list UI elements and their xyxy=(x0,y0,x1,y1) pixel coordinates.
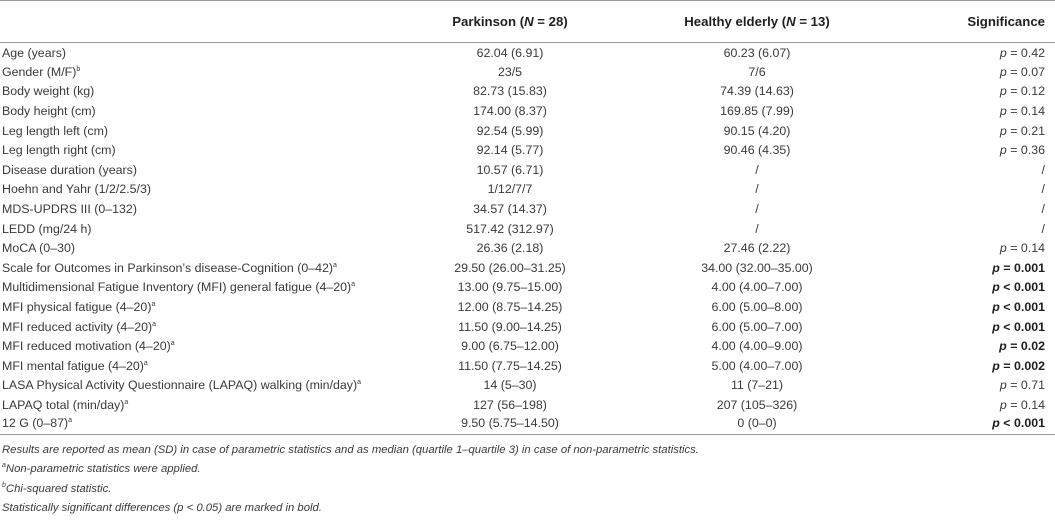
healthy-value: 6.00 (5.00–8.00) xyxy=(711,300,803,315)
row-label: Leg length left (cm) xyxy=(2,123,109,138)
footnote-a: $^a$Non-parametric statistics were applied. xyxy=(2,462,201,476)
table-row xyxy=(0,62,1055,82)
table-row xyxy=(0,395,1055,415)
table-row xyxy=(0,356,1055,376)
healthy-value: 60.23 (6.07) xyxy=(723,45,791,60)
footnote-marker: a xyxy=(170,340,175,348)
healthy-value: 74.39 (14.63) xyxy=(720,84,794,99)
parkinson-value: 9.00 (6.75–12.00) xyxy=(461,339,559,354)
footnote-b: $^b$Chi-squared statistic. xyxy=(2,482,112,495)
healthy-value: 4.00 (4.00–7.00) xyxy=(711,280,803,295)
footnote-marker: a xyxy=(152,320,157,328)
table-row xyxy=(0,180,1055,200)
table-row xyxy=(0,140,1055,160)
healthy-value: 11 (7–21) xyxy=(730,378,784,393)
row-label: MFI physical fatigue $(4-20)^a$ xyxy=(2,300,156,315)
header-significance: Significance xyxy=(896,1,1055,43)
significance-value: p < 0.001 xyxy=(992,319,1045,334)
parkinson-value: 13.00 (9.75–15.00) xyxy=(457,280,563,295)
footnote-marker: a xyxy=(68,416,73,424)
parkinson-value: 29.50 (26.00–31.25) xyxy=(454,260,566,275)
significance-value: p = 0.001 xyxy=(992,260,1045,275)
footnote-marker: a xyxy=(351,281,356,289)
footnote-marker: a xyxy=(124,398,129,406)
footnote-marker: a xyxy=(151,300,156,308)
table-row xyxy=(0,297,1055,317)
table-row xyxy=(0,82,1055,102)
header-empty xyxy=(0,1,402,43)
row-label: Multidimensional Fatigue Inventory (MFI) general fatigue $(4-20)^a$ xyxy=(2,280,356,295)
parkinson-value: 517.42 (312.97) xyxy=(466,221,554,236)
healthy-value: 7/6 xyxy=(748,64,766,79)
table-row xyxy=(0,121,1055,141)
footnote-bold-note: Statistically significant differences (p < 0.05) are marked in bold. xyxy=(2,502,322,515)
row-label: LASA Physical Activity Questionnaire (LAPAQ) walking $(\min/day)^a$ xyxy=(2,378,362,393)
row-label: Hoehn and Yahr (1/2/2.5/3) xyxy=(2,182,152,197)
significance-value: p = 0.07 xyxy=(999,64,1045,79)
table-row xyxy=(0,376,1055,396)
table-row xyxy=(0,160,1055,180)
header-healthy-elderly: Healthy elderly (N = 13) xyxy=(618,1,896,43)
significance-value: p = 0.14 xyxy=(999,104,1045,119)
healthy-value: 169.85 (7.99) xyxy=(720,104,794,119)
parkinson-value: 174.00 (8.37) xyxy=(473,104,547,119)
significance-value: p < 0.001 xyxy=(992,300,1045,315)
significance-value: p = 0.002 xyxy=(992,358,1045,373)
table-row xyxy=(0,219,1055,239)
significance-value: p < 0.001 xyxy=(992,280,1045,295)
table-row xyxy=(0,317,1055,337)
healthy-value: 0 (0–0) xyxy=(618,415,896,435)
parkinson-value: 34.57 (14.37) xyxy=(473,202,547,217)
healthy-value: 207 (105–326) xyxy=(716,397,798,412)
parkinson-value: 10.57 (6.71) xyxy=(476,162,544,177)
footnote-marker: b xyxy=(76,65,81,73)
healthy-value: 5.00 (4.00–7.00) xyxy=(711,358,803,373)
row-label: Age (years) xyxy=(2,45,67,60)
parkinson-value: 9.50 (5.75–14.50) xyxy=(402,415,618,435)
footnote-marker: a xyxy=(333,261,337,269)
healthy-value: 90.15 (4.20) xyxy=(723,123,791,138)
table-row xyxy=(0,43,1055,63)
footnotes xyxy=(0,441,1055,519)
table-row xyxy=(0,415,1055,435)
parkinson-value: 11.50 (9.00–14.25) xyxy=(458,319,562,334)
significance-value: / xyxy=(1041,202,1045,217)
parkinson-value: 127 (56–198) xyxy=(473,397,547,412)
table-row xyxy=(0,336,1055,356)
table-row xyxy=(0,278,1055,298)
significance-value: / xyxy=(1041,221,1045,236)
table-row xyxy=(0,101,1055,121)
table-row xyxy=(0,199,1055,219)
table-row xyxy=(0,238,1055,258)
row-label: LAPAQ total $(\min/day)^a$ xyxy=(2,397,129,412)
parkinson-value: 62.04 (6.91) xyxy=(476,45,544,60)
significance-value: p = 0.14 xyxy=(999,397,1045,412)
healthy-value: 6.00 (5.00–7.00) xyxy=(711,319,803,334)
row-label: Body weight (kg) xyxy=(2,84,95,99)
row-label: MDS-UPDRS III (0–132) xyxy=(2,202,137,217)
parkinson-value: 23/5 xyxy=(497,64,523,79)
row-label: Leg length right (cm) xyxy=(2,143,116,158)
healthy-value: 34.00 (32.00–35.00) xyxy=(701,260,813,275)
footnote-results: Results are reported as mean (SD) in case of parametric statistics and as median (quartile 1–quartile 3) in case of non-parametric statistics. xyxy=(2,443,699,456)
header-parkinson: Parkinson (N = 28) xyxy=(402,1,618,43)
row-label: Body height (cm) xyxy=(2,104,96,119)
parkinson-value: 26.36 (2.18) xyxy=(476,241,544,256)
healthy-value: / xyxy=(755,162,759,177)
healthy-value: 4.00 (4.00–9.00) xyxy=(711,339,803,354)
healthy-value: 90.46 (4.35) xyxy=(723,143,791,158)
significance-value: p < 0.001 xyxy=(896,415,1055,435)
row-label: Disease duration (years) xyxy=(2,162,137,177)
row-label: Gender $(M/F)^b$ xyxy=(2,64,81,79)
row-label: MoCA (0–30) xyxy=(2,241,76,256)
healthy-value: / xyxy=(755,221,759,236)
parkinson-value: 1/12/7/7 xyxy=(487,182,533,197)
parkinson-value: 92.14 (5.77) xyxy=(476,143,544,158)
parkinson-value: 11.50 (7.75–14.25) xyxy=(458,358,562,373)
row-label: Scale for Outcomes in Parkinson’s disease-Cognition $(0-42)^a$ xyxy=(2,260,337,275)
footnote-marker: a xyxy=(143,359,148,367)
row-label: LEDD (mg/24 h) xyxy=(2,221,92,236)
significance-value: p = 0.71 xyxy=(999,378,1045,393)
parkinson-value: 14 (5–30) xyxy=(483,378,537,393)
significance-value: p = 0.36 xyxy=(999,143,1045,158)
table-header-row xyxy=(0,1,1055,43)
significance-value: p = 0.14 xyxy=(999,241,1045,256)
row-label: MFI reduced activity $(4-20)^a$ xyxy=(2,319,157,334)
row-label: 12 G $(0-87)^a$ xyxy=(0,415,402,435)
row-label: MFI reduced motivation $(4-20)^a$ xyxy=(2,339,175,354)
significance-value: p = 0.02 xyxy=(999,339,1045,354)
parkinson-value: 12.00 (8.75–14.25) xyxy=(457,300,563,315)
row-label: MFI mental fatigue $(4-20)^a$ xyxy=(2,358,148,373)
parkinson-value: 92.54 (5.99) xyxy=(476,123,544,138)
significance-value: p = 0.21 xyxy=(999,123,1045,138)
significance-value: / xyxy=(1041,162,1045,177)
significance-value: / xyxy=(1041,182,1045,197)
healthy-value: / xyxy=(755,202,759,217)
healthy-value: 27.46 (2.22) xyxy=(723,241,791,256)
significance-value: p = 0.12 xyxy=(999,84,1045,99)
table-row xyxy=(0,258,1055,278)
footnote-marker: a xyxy=(357,379,362,387)
healthy-value: / xyxy=(755,182,759,197)
significance-value: p = 0.42 xyxy=(999,45,1045,60)
parkinson-value: 82.73 (15.83) xyxy=(473,84,547,99)
